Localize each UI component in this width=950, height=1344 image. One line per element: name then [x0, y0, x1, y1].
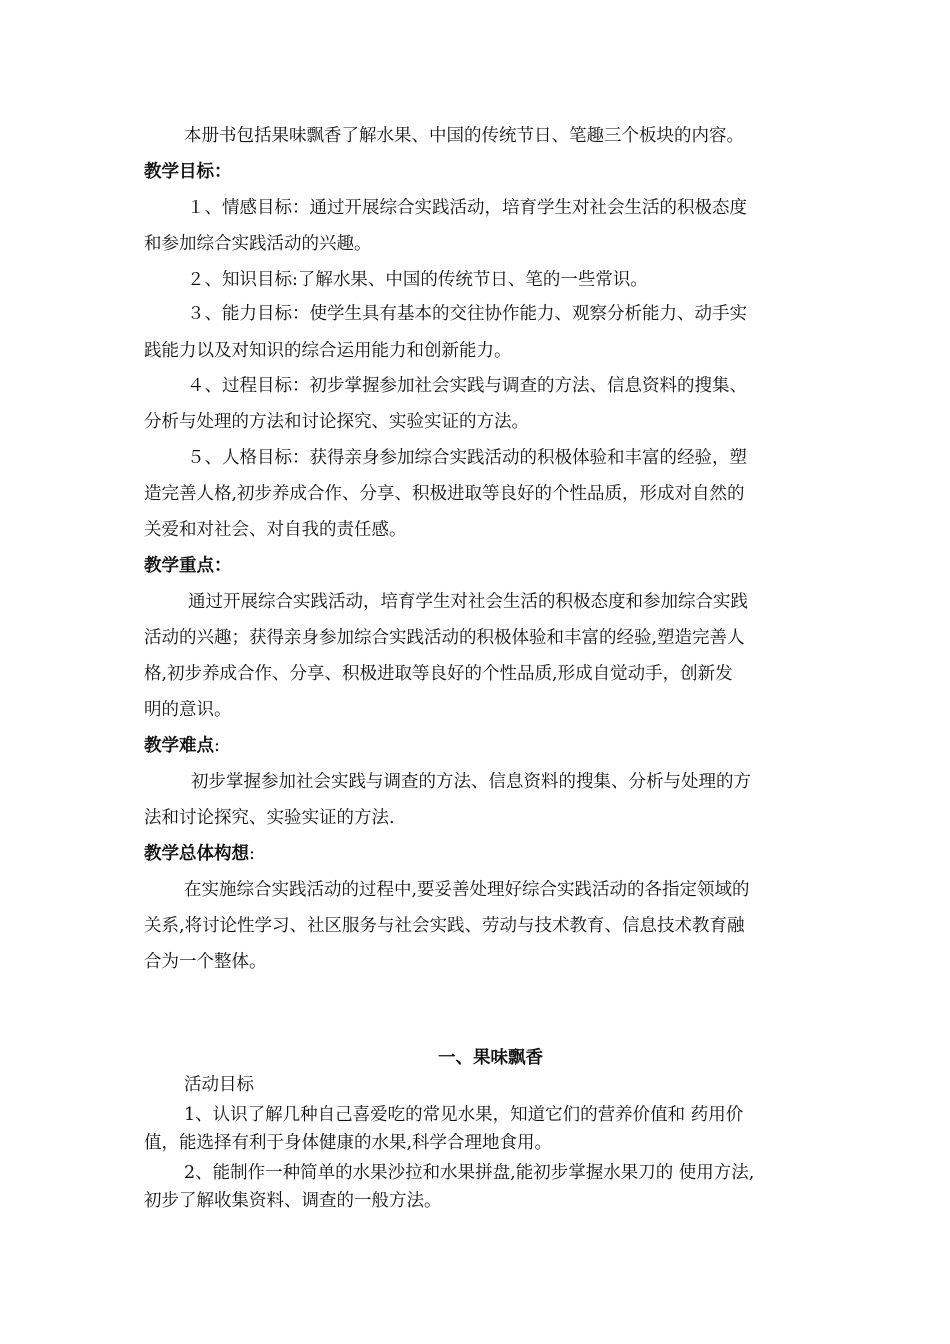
- goal-4-line-2: 分析与处理的方法和讨论探究、实验实证的方法。: [144, 412, 529, 432]
- overall-line-3: 合为一个整体。: [144, 952, 267, 972]
- overall-heading-row: [144, 842, 255, 866]
- teaching-goals-heading: 教学目标：: [144, 162, 232, 182]
- section-1-line-2: 值，能选择有利于身体健康的水果,科学合理地食用。: [144, 1133, 553, 1153]
- goal-5-line-1: ５、人格目标：获得亲身参加综合实践活动的积极体验和丰富的经验，塑: [187, 448, 747, 468]
- key-points-heading: 教学重点：: [144, 556, 232, 576]
- goal-5-line-2: 造完善人格,初步养成合作、分享、积极进取等良好的个性品质，形成对自然的: [144, 484, 745, 504]
- difficulties-heading-colon: :: [214, 736, 220, 756]
- difficulties-line-1: 初步掌握参加社会实践与调查的方法、信息资料的搜集、分析与处理的方: [191, 772, 751, 792]
- goal-3-line-2: 践能力以及对知识的综合运用能力和创新能力。: [144, 341, 512, 361]
- difficulties-heading: 教学难点: [144, 736, 214, 756]
- section-1-subtitle: 活动目标: [184, 1075, 254, 1095]
- goal-4-line-1: ４、过程目标：初步掌握参加社会实践与调查的方法、信息资料的搜集、: [187, 376, 747, 396]
- goal-2-line-1: ２、知识目标:了解水果、中国的传统节日、笔的一些常识。: [187, 270, 648, 290]
- section-1-line-1: 1、认识了解几种自己喜爱吃的常见水果，知道它们的营养价值和 药用价: [184, 1105, 744, 1125]
- key-points-line-2: 活动的兴趣；获得亲身参加综合实践活动的积极体验和丰富的经验,塑造完善人: [144, 628, 745, 648]
- goal-1-line-2: 和参加综合实践活动的兴趣。: [144, 234, 372, 254]
- key-points-line-3: 格,初步养成合作、分享、积极进取等良好的个性品质,形成自觉动手，创新发: [144, 664, 733, 684]
- overall-line-2: 关系,将讨论性学习、社区服务与社会实践、劳动与技术教育、信息技术教育融: [144, 916, 745, 936]
- key-points-line-1: 通过开展综合实践活动，培育学生对社会生活的积极态度和参加综合实践: [188, 592, 748, 612]
- goal-1-line-1: １、情感目标：通过开展综合实践活动，培育学生对社会生活的积极态度: [187, 198, 747, 218]
- section-1-line-3: 2、能制作一种简单的水果沙拉和水果拼盘,能初步掌握水果刀的 使用方法,: [184, 1163, 755, 1183]
- overall-line-1: 在实施综合实践活动的过程中,要妥善处理好综合实践活动的各指定领域的: [184, 880, 750, 900]
- overall-heading-colon: :: [249, 844, 255, 864]
- overall-heading: 教学总体构想: [144, 844, 249, 864]
- difficulties-heading-row: [144, 734, 220, 758]
- section-1-title: 一、果味飘香: [438, 1048, 543, 1068]
- difficulties-line-2: 法和讨论探究、实验实证的方法.: [144, 808, 395, 828]
- goal-5-line-3: 关爱和对社会、对自我的责任感。: [144, 520, 407, 540]
- intro-paragraph: 本册书包括果味飘香了解水果、中国的传统节日、笔趣三个板块的内容。: [184, 126, 744, 146]
- key-points-line-4: 明的意识。: [144, 700, 232, 720]
- section-1-line-4: 初步了解收集资料、调查的一般方法。: [144, 1191, 442, 1211]
- goal-3-line-1: ３、能力目标：使学生具有基本的交往协作能力、观察分析能力、动手实: [187, 304, 747, 324]
